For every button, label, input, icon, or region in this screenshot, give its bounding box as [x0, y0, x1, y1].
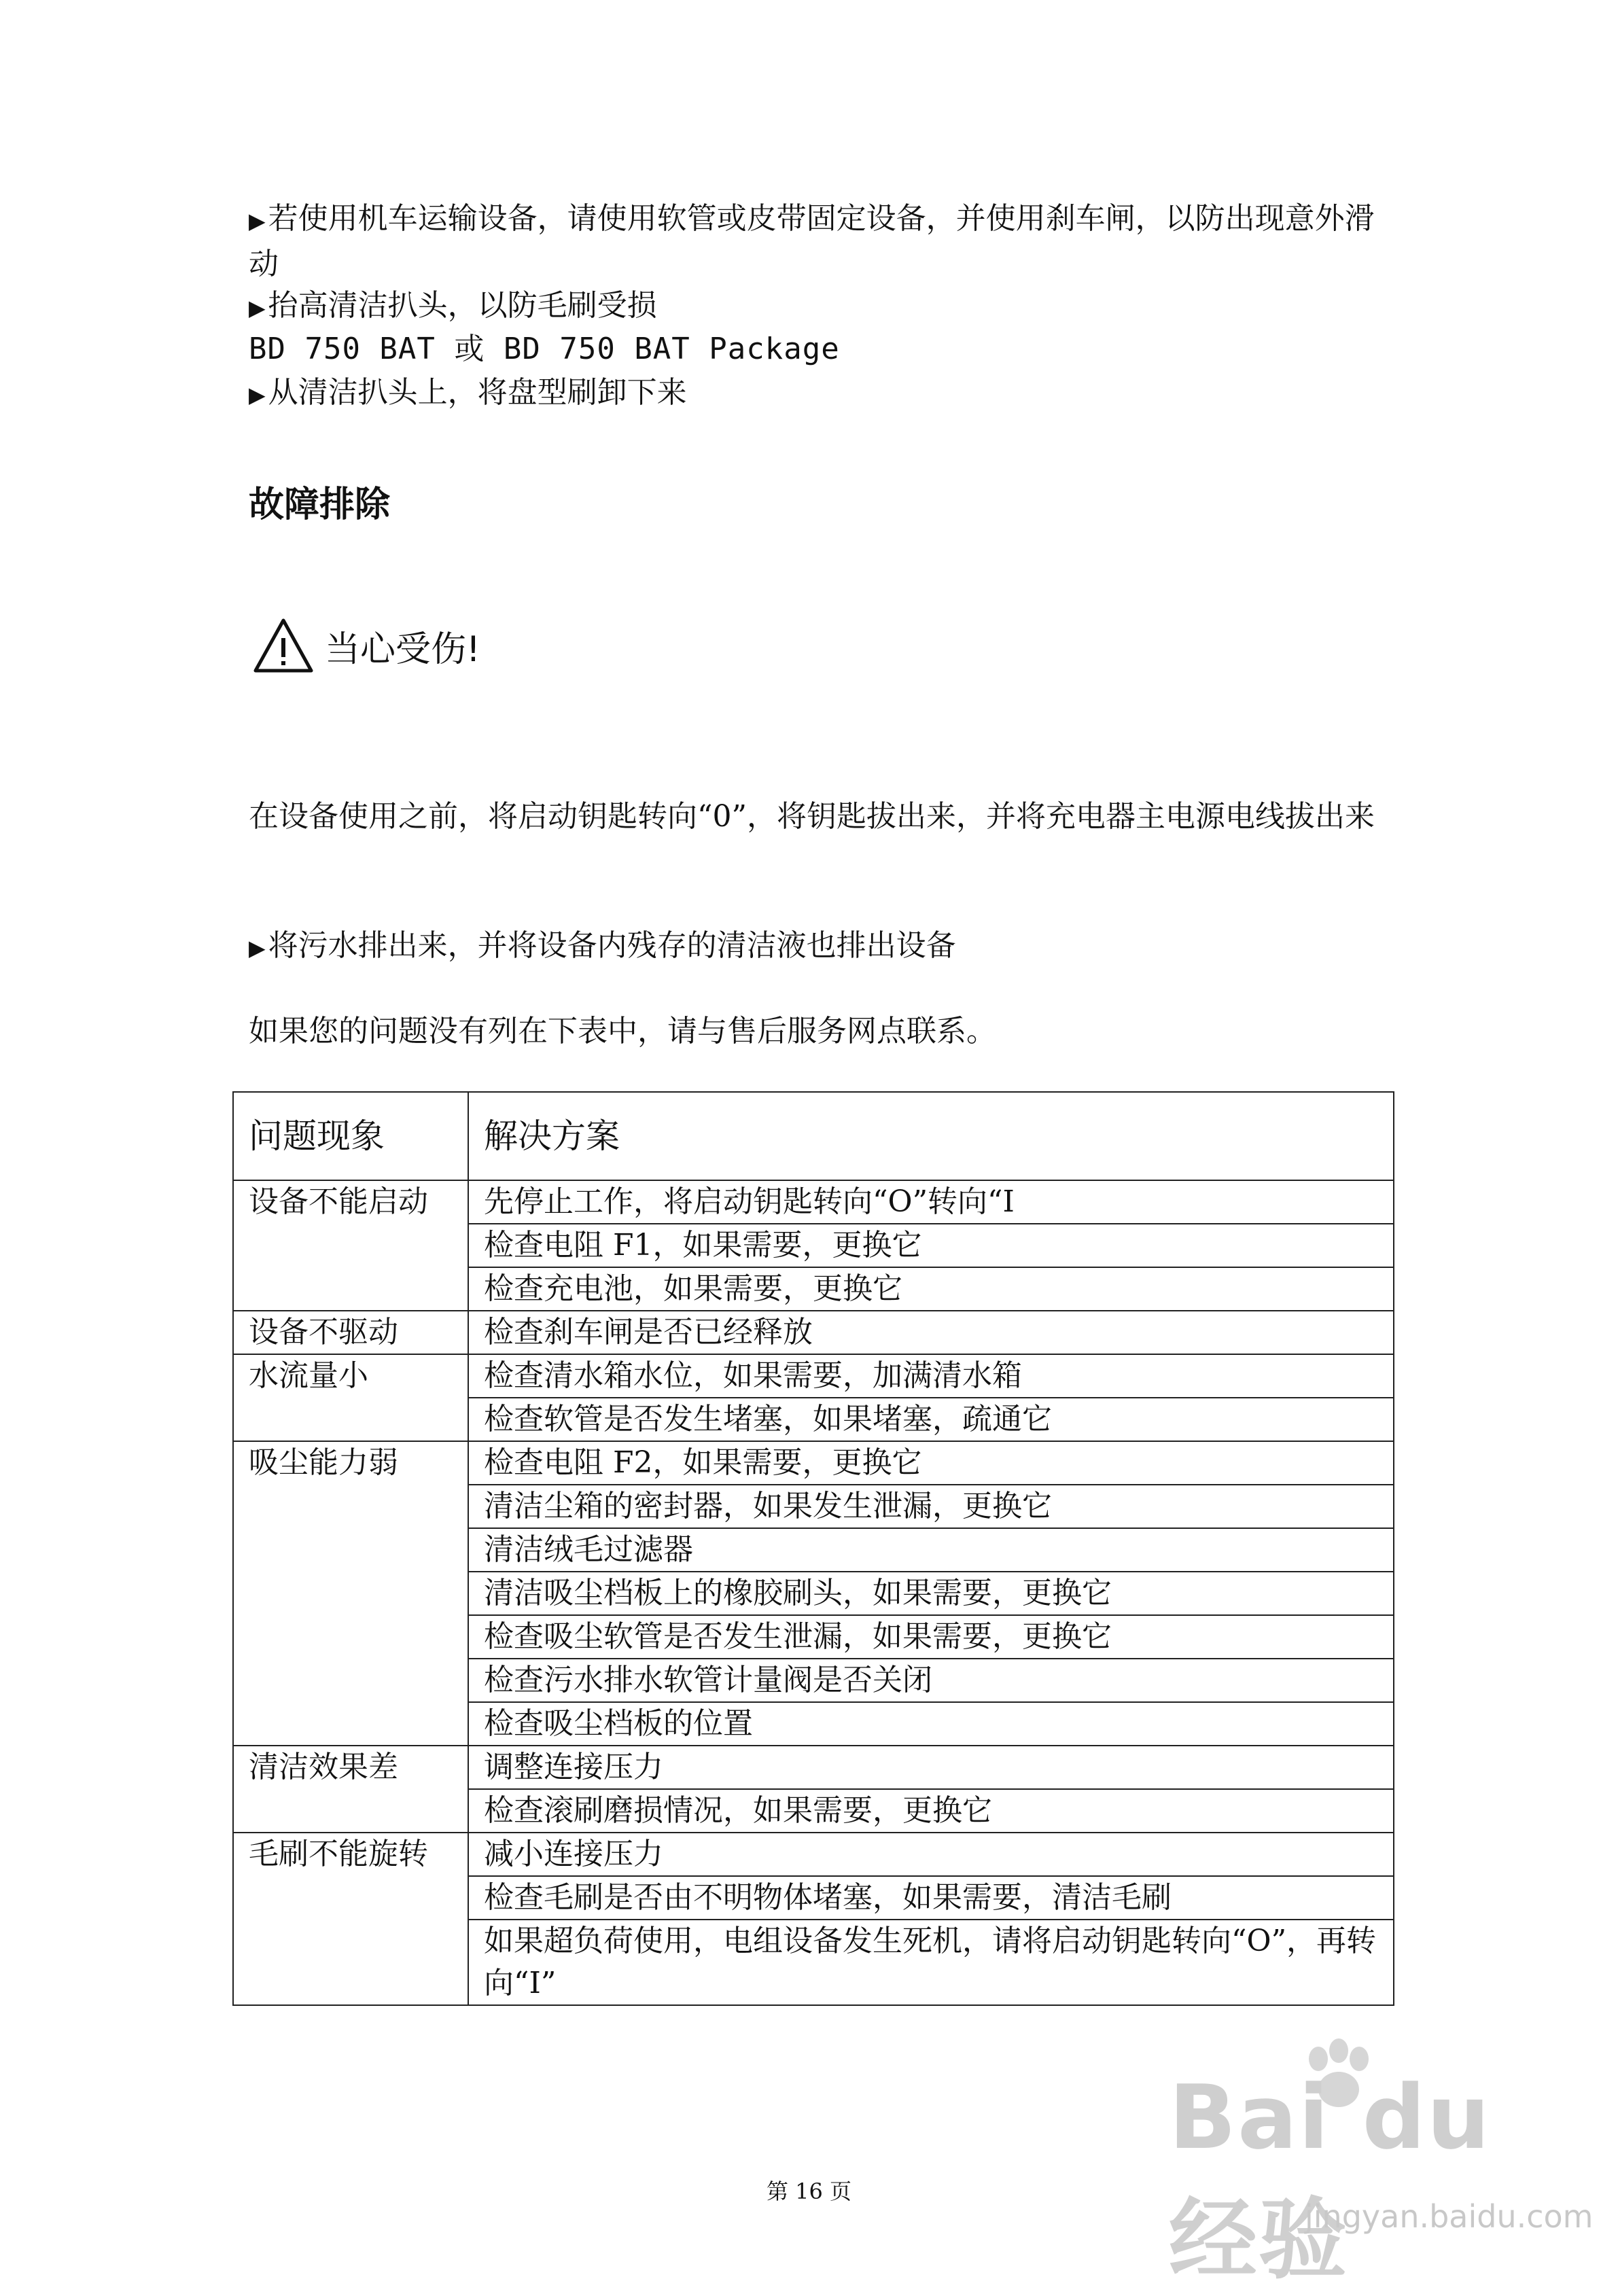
solution-cell: 检查吸尘软管是否发生泄漏，如果需要，更换它: [468, 1615, 1394, 1659]
solution-cell: 检查污水排水软管计量阀是否关闭: [468, 1659, 1394, 1702]
troubleshooting-table: [232, 1091, 1394, 2006]
solution-cell: 清洁尘箱的密封器，如果发生泄漏，更换它: [468, 1485, 1394, 1528]
solution-cell: 减小连接压力: [468, 1833, 1394, 1876]
warning-text: 当心受伤!: [325, 629, 480, 670]
table-header-row: [233, 1092, 1394, 1180]
problem-cell: 设备不驱动: [233, 1311, 468, 1354]
solution-cell: 检查刹车闸是否已经释放: [468, 1311, 1394, 1354]
table-row: [233, 1311, 1394, 1354]
solution-cell: 检查清水箱水位，如果需要，加满清水箱: [468, 1354, 1394, 1398]
solution-cell: 检查吸尘档板的位置: [468, 1702, 1394, 1746]
header-solution: 解决方案: [468, 1092, 1394, 1180]
solution-cell: 如果超负荷使用，电组设备发生死机，请将启动钥匙转向“O”，再转向“I”: [468, 1920, 1394, 2005]
intro-line-1: ▶若使用机车运输设备，请使用软管或皮带固定设备，并使用刹车闸，以防出现意外滑动: [249, 201, 1375, 281]
intro-line-3: BD 750 BAT 或 BD 750 BAT Package: [249, 332, 840, 366]
paragraph-2: ▶将污水排出来，并将设备内残存的清洁液也排出设备: [249, 928, 956, 963]
table-row: [233, 1833, 1394, 1876]
watermark-url: jingyan.baidu.com: [1305, 2198, 1594, 2235]
warning-block: [253, 615, 480, 676]
solution-cell: 检查电阻 F2，如果需要，更换它: [468, 1441, 1394, 1485]
solution-cell: 检查毛刷是否由不明物体堵塞，如果需要，清洁毛刷: [468, 1876, 1394, 1920]
problem-cell: 清洁效果差: [233, 1746, 468, 1833]
solution-cell: 检查软管是否发生堵塞，如果堵塞，疏通它: [468, 1398, 1394, 1441]
problem-cell: 水流量小: [233, 1354, 468, 1441]
solution-cell: 检查电阻 F1，如果需要，更换它: [468, 1224, 1394, 1267]
solution-cell: 清洁吸尘档板上的橡胶刷头，如果需要，更换它: [468, 1572, 1394, 1615]
table-row: [233, 1354, 1394, 1398]
table-row: [233, 1441, 1394, 1485]
intro-line-4: ▶从清洁扒头上，将盘型刷卸下来: [249, 375, 687, 410]
paragraph-1: 在设备使用之前，将启动钥匙转向“0”，将钥匙拔出来，并将充电器主电源电线拔出来: [249, 799, 1375, 834]
header-problem: 问题现象: [233, 1092, 468, 1180]
watermark-logo: Bai du 经验: [1169, 2066, 1492, 2291]
table-row: [233, 1746, 1394, 1789]
paragraph-3: 如果您的问题没有列在下表中，请与售后服务网点联系。: [249, 1014, 996, 1048]
section-heading: 故障排除: [249, 484, 391, 525]
solution-cell: 先停止工作，将启动钥匙转向“O”转向“I: [468, 1180, 1394, 1224]
page-number: 第 16 页: [766, 2178, 852, 2204]
solution-cell: 调整连接压力: [468, 1746, 1394, 1789]
problem-cell: 设备不能启动: [233, 1180, 468, 1311]
solution-cell: 清洁绒毛过滤器: [468, 1528, 1394, 1572]
solution-cell: 检查滚刷磨损情况，如果需要，更换它: [468, 1789, 1394, 1833]
intro-line-2: ▶抬高清洁扒头，以防毛刷受损: [249, 288, 657, 323]
problem-cell: 吸尘能力弱: [233, 1441, 468, 1746]
table-row: [233, 1180, 1394, 1224]
baidu-watermark: [1128, 2038, 1594, 2291]
warning-triangle-icon: [253, 618, 314, 673]
problem-cell: 毛刷不能旋转: [233, 1833, 468, 2005]
solution-cell: 检查充电池，如果需要，更换它: [468, 1267, 1394, 1311]
